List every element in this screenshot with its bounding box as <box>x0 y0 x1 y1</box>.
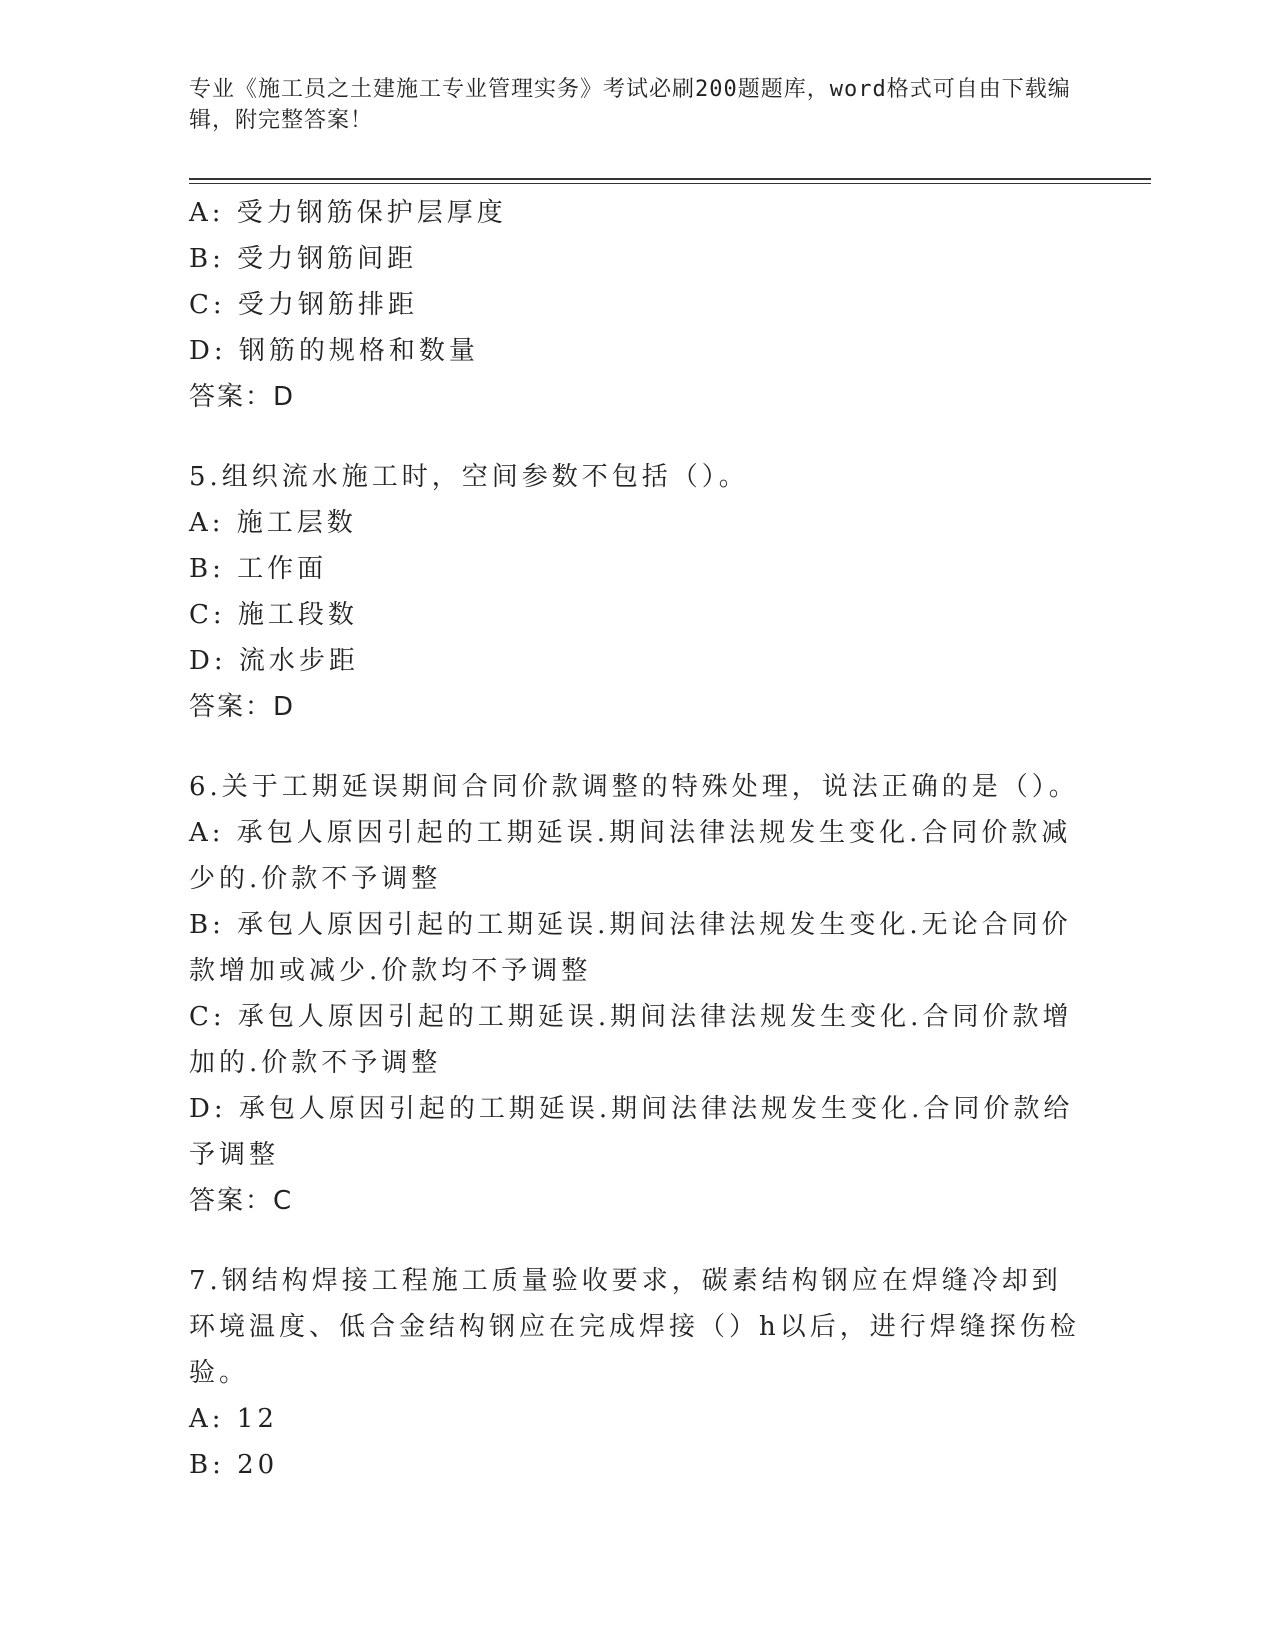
q7-option-a: A: 12 <box>189 1404 278 1434</box>
q4-option-d: D: 钢筋的规格和数量 <box>189 336 479 366</box>
spacer <box>189 1224 1089 1258</box>
q4-option-b: B: 受力钢筋间距 <box>189 244 418 274</box>
spacer <box>189 420 1089 454</box>
q6-answer: 答案：C <box>189 1186 294 1216</box>
q5-option-a: A: 施工层数 <box>189 508 357 538</box>
q6-option-b: B: 承包人原因引起的工期延误.期间法律法规发生变化.无论合同价款增加或减少.价款均不予调整 <box>189 910 1072 986</box>
q6-option-d: D: 承包人原因引起的工期延误.期间法律法规发生变化.合同价款给予调整 <box>189 1094 1074 1170</box>
q5-answer: 答案：D <box>189 692 296 722</box>
document-header: 专业《施工员之土建施工专业管理实务》考试必刷200题题库，word格式可自由下载编辑，附完整答案！ <box>189 77 1071 133</box>
header-rule-thin <box>189 183 1151 184</box>
q6-option-c: C: 承包人原因引起的工期延误.期间法律法规发生变化.合同价款增加的.价款不予调整 <box>189 1002 1073 1078</box>
q7-option-b: B: 20 <box>189 1450 279 1480</box>
q5-option-c: C: 施工段数 <box>189 600 358 630</box>
q4-option-a: A: 受力钢筋保护层厚度 <box>189 198 507 228</box>
q5-question: 5.组织流水施工时，空间参数不包括（）。 <box>189 462 749 492</box>
q6-option-a: A: 承包人原因引起的工期延误.期间法律法规发生变化.合同价款减少的.价款不予调整 <box>189 818 1072 894</box>
q7-question: 7.钢结构焊接工程施工质量验收要求，碳素结构钢应在焊缝冷却到环境温度、低合金结构钢应在完成焊接（）h以后，进行焊缝探伤检验。 <box>189 1266 1080 1388</box>
header-rule-thick <box>189 178 1151 180</box>
question-list <box>189 190 1089 1488</box>
q4-option-c: C: 受力钢筋排距 <box>189 290 418 320</box>
q4-answer: 答案：D <box>189 382 296 412</box>
q5-option-b: B: 工作面 <box>189 554 328 584</box>
q6-question: 6.关于工期延误期间合同价款调整的特殊处理，说法正确的是（）。 <box>189 772 1079 802</box>
spacer <box>189 730 1089 764</box>
q5-option-d: D: 流水步距 <box>189 646 359 676</box>
